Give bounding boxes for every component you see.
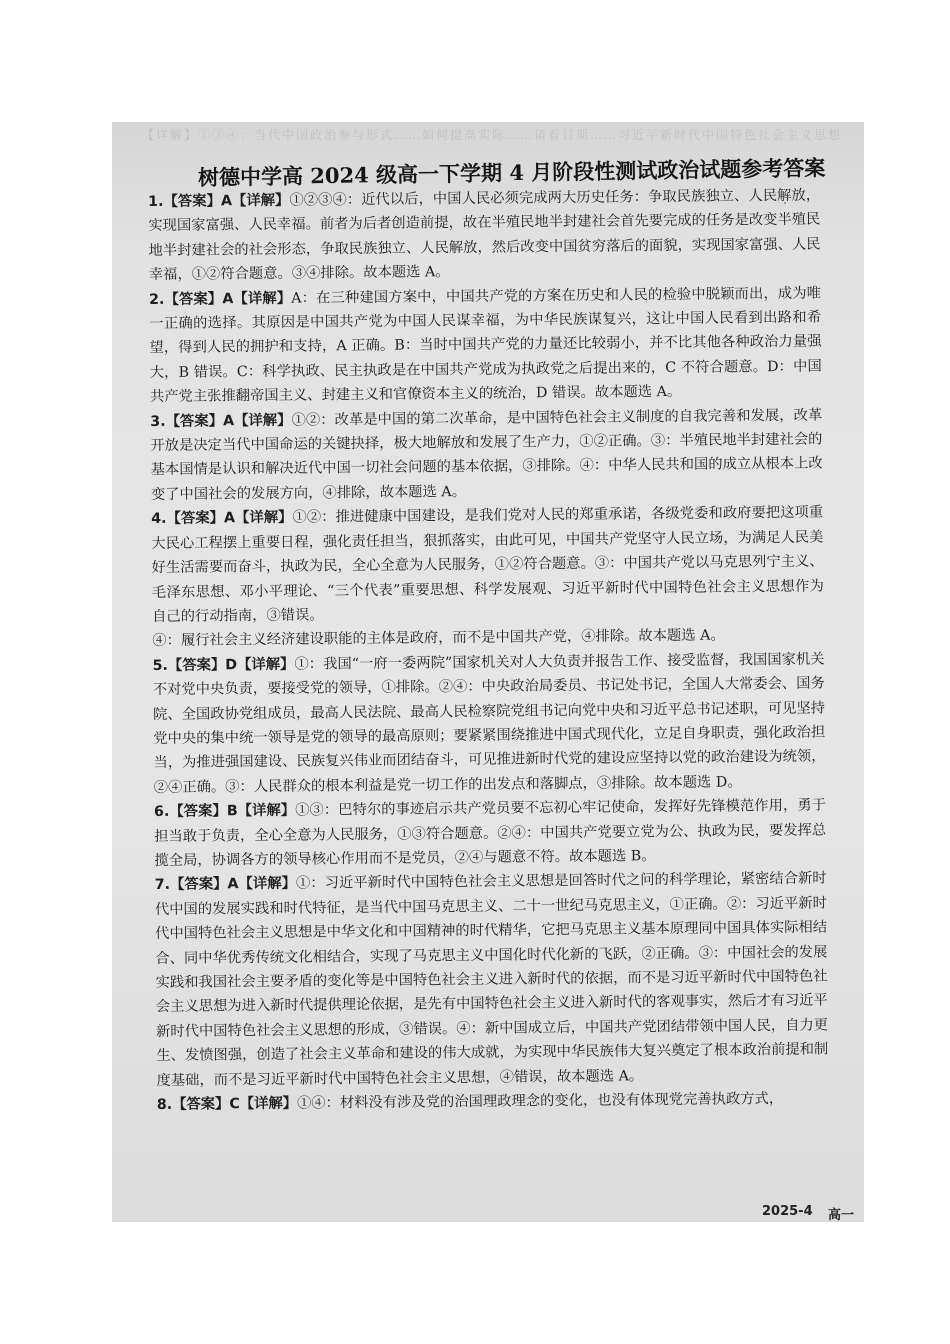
- answer-list: [148, 184, 829, 1118]
- document-title: 树德中学高 2024 级高一下学期 4 月阶段性测试政治试题参考答案: [197, 155, 826, 190]
- question-6: 6.【答案】B【详解】①③：巴特尔的事迹启示共产党员要不忘初心牢记使命，发挥好先锋模范作用，勇于担当敢于负责，全心全意为人民服务，①③符合题意。②④：中国共产党要立党为公、执政为民，要发挥总揽全局，协调各方的领导核心作用而不是党员，②④与题意不符。故本题选 B。: [153, 797, 827, 869]
- question-8: 8.【答案】C【详解】①④：材料没有涉及党的治国理政理念的变化，也没有体现党完善执政方式，: [156, 1090, 784, 1113]
- footer-grade: 高一: [828, 1208, 855, 1222]
- footer-date: 2025-4: [762, 1204, 813, 1219]
- question-1: 1.【答案】A【详解】①②③④：近代以后，中国人民必须完成两大历史任务：争取民族独立、人民解放，实现国家富强、人民幸福。前者为后者创造前提，故在半殖民地半封建社会首先要完成的任务是改变半殖民地半封建社会的社会形态，争取民族独立、人民解放，然后改变中国贫穷落后的面貌，实现国家富强、人民幸福，①②符合题意。③④排除。故本题选 A。: [148, 187, 821, 284]
- question-5: 5.【答案】D【详解】①：我国“一府一委两院”国家机关对人大负责并报告工作、接受监督，我国国家机关不对党中央负责，要接受党的领导，①排除。②④：中央政治局委员、书记处书记，全国人大常委会、国务院、全国政协党组成员，最高人民法院、最高人民检察院党组书记向党中央和习近平总书记述职，可见坚持党中央的集中统一领导是党的领导的最高原则；要紧紧围绕推进中国式现代化，立足自身职责，强化政治担当，为推进强国建设、民族复兴伟业而团结奋斗，可见推进新时代党的建设应坚持以党的政治建设为统领，②④正确。③：人民群众的根本利益是党一切工作的出发点和落脚点，③排除。故本题选 D。: [152, 651, 826, 796]
- bleed-through-text: 【详解】②③④：当代中国政治参与形式……如何提高实际……请看日期……习近平新时代中国特色社会主义思想: [142, 128, 843, 142]
- scanned-photo: [112, 122, 864, 1222]
- question-4: 4.【答案】A【详解】①②：推进健康中国建设，是我们党对人民的郑重承诺，各级党委和政府要把这项重大民心工程摆上重要日程，强化责任担当，狠抓落实，由此可见，中国共产党坚守人民立场，为满足人民美好生活需要而奋斗，执政为民，全心全意为人民服务，①②符合题意。③：中国共产党以马克思列宁主义、毛泽东思想、邓小平理论、“三个代表”重要思想、科学发展观、习近平新时代中国特色社会主义思想作为自己的行动指南，③错误。: [151, 504, 824, 625]
- question-3: 3.【答案】A【详解】①②：改革是中国的第二次革命，是中国特色社会主义制度的自我完善和发展，改革开放是决定当代中国命运的关键抉择，极大地解放和发展了生产力，①②正确。③：半殖民地半封建社会的基本国情是认识和解决近代中国一切社会问题的基本依据，③排除。④：中华人民共和国的成立从根本上改变了中国社会的发展方向，④排除，故本题选 A。: [150, 407, 823, 503]
- question-4-continued: ④：履行社会主义经济建设职能的主体是政府，而不是中国共产党，④排除。故本题选 A。: [152, 627, 725, 650]
- question-7: 7.【答案】A【详解】①：习近平新时代中国特色社会主义思想是回答时代之问的科学理论，紧密结合新时代中国的发展实践和时代特征，是当代中国马克思主义、二十一世纪马克思主义，①正确。②：习近平新时代中国特色社会主义思想是中华文化和中国精神的时代精华，它把马克思主义基本原理同中国具体实际相结合、同中华优秀传统文化相结合，实现了马克思主义中国化时代化新的飞跃，②正确。③：中国社会的发展实践和我国社会主要矛盾的变化等是中国特色社会主义进入新时代的依据，而不是习近平新时代中国特色社会主义思想为进入新时代提供理论依据，是先有中国特色社会主义进入新时代的客观事实，然后才有习近平新时代中国特色社会主义思想的形成，③错误。④：新中国成立后，中国共产党团结带领中国人民，自力更生、发愤图强，创造了社会主义革命和建设的伟大成就，为实现中华民族伟大复兴奠定了根本政治前提和制度基础，而不是习近平新时代中国特色社会主义思想，④错误，故本题选 A。: [154, 870, 829, 1089]
- question-2: 2.【答案】A【详解】A：在三种建国方案中，中国共产党的方案在历史和人民的检验中脱颖而出，成为唯一正确的选择。其原因是中国共产党为中国人民谋幸福，为中华民族谋复兴，这让中国人民看到出路和希望，得到人民的拥护和支持，A 正确。B：当时中国共产党的力量还比较弱小，并不比其他各种政治力量强大，B 错误。C：科学执政、民主执政是在中国共产党成为执政党之后提出来的，C 不符合题意。D：中国共产党主张推翻帝国主义、封建主义和官僚资本主义的统治，D 错误。故本题选 A。: [148, 285, 822, 406]
